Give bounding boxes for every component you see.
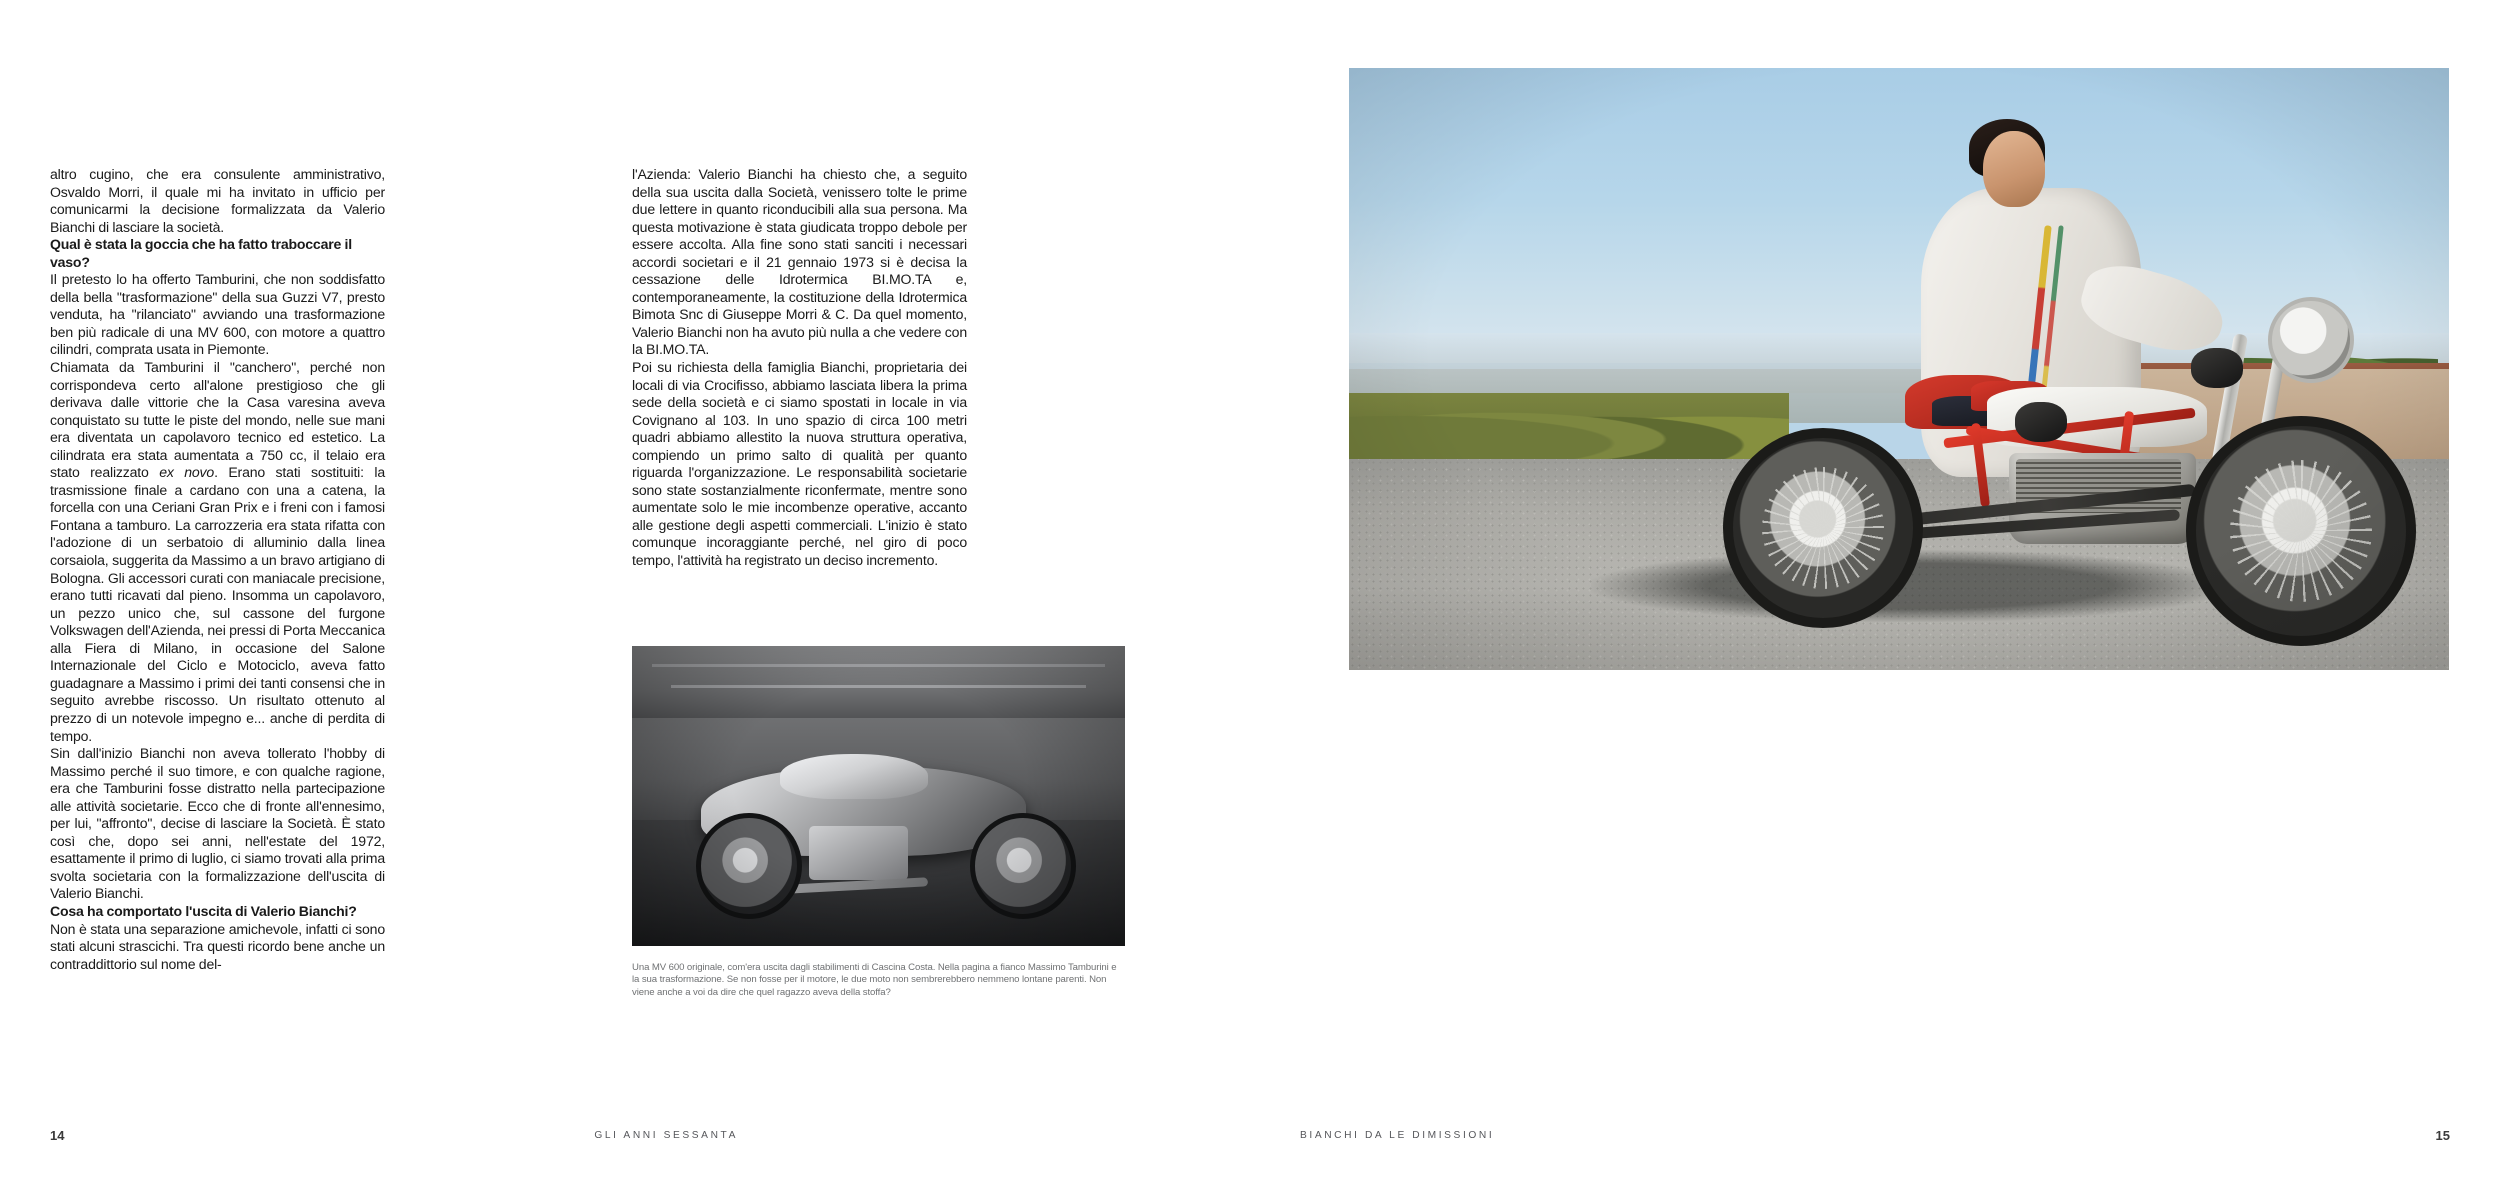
wheel-spokes [2230, 460, 2373, 603]
wheel-spokes [1762, 467, 1884, 589]
paragraph: Sin dall'inizio Bianchi non aveva tollerato l'hobby di Massimo perché il suo timore, e con qualche ragione, era che Tamburini fosse distratto nella partecipazione alle attività societarie. Ecco che di fronte all'ennesimo, per lui, "affronto", decise di lasciare la Società. È stato così che, dopo sei anni, nell'estate del 1972, esattamente il primo di luglio, ci siamo trovati alla prima svolta societaria con la formalizzazione dell'uscita di Valerio Bianchi. [50, 745, 385, 902]
running-head-left: GLI ANNI SESSANTA [594, 1130, 738, 1141]
paragraph [50, 359, 385, 745]
folio-right: 15 [2435, 1128, 2450, 1143]
paragraph: altro cugino, che era consulente amministrativo, Osvaldo Morri, il quale mi ha invitato in ufficio per comunicarmi la decisione formalizzata da Valerio Bianchi di lasciare la società. [50, 166, 385, 235]
paragraph: Il pretesto lo ha offerto Tamburini, che non soddisfatto della bella "trasformazione" della sua Guzzi V7, presto venduta, ha "rilanciato" avviando una trasformazione ben più radicale di una MV 600, con motore a quattro cilindri, comprata usata in Piemonte. [50, 271, 385, 358]
running-head-right: BIANCHI DA LE DIMISSIONI [1300, 1130, 1495, 1141]
paragraph-part-a: Chiamata da Tamburini il "canchero", perché non corrispondeva certo all'alone prestigioso che gli derivava dalle vittorie che la Casa varesina aveva conquistato su tutte le piste del mondo, nelle sue mani era diventata un capolavoro tecnico ed estetico. La cilindrata era stata aumentata a 750 cc, il telaio era stato realizzato [50, 359, 385, 481]
folio-left: 14 [50, 1128, 65, 1143]
text-columns [50, 166, 1125, 1091]
column-two [632, 166, 967, 570]
rider-glove [2191, 348, 2243, 388]
italic-term: ex novo [159, 464, 215, 481]
rider-face [1983, 131, 2045, 207]
bw-photograph-mv600 [632, 646, 1125, 946]
photo-vignette [632, 646, 1125, 946]
headlamp [2268, 297, 2354, 383]
rider-glove [2015, 402, 2067, 442]
column-one [50, 166, 385, 973]
photo-caption: Una MV 600 originale, com'era uscita dagli stabilimenti di Cascina Costa. Nella pagina a fianco Massimo Tamburini e la sua trasformazione. Se non fosse per il motore, le due moto non sembrerebbero nemmeno lontane parenti. Non viene anche a voi da dire che quel ragazzo aveva della stoffa? [632, 962, 1117, 998]
color-photograph-tamburini-mv750 [1349, 68, 2449, 670]
rear-wheel [1723, 428, 1923, 628]
question-heading-2: Cosa ha comportato l'uscita di Valerio Bianchi? [50, 902, 357, 919]
front-wheel [2186, 416, 2416, 646]
paragraph-part-b: . Erano stati sostituiti: la trasmissione finale a cardano con una a catena, la forcella con una Ceriani Gran Prix e i freni con i famosi Fontana a tamburo. La carrozzeria era stata rifatta con l'adozione di un serbatoio di alluminio dalla linea corsaiola, suggerita da Massimo a un bravo artigiano di Bologna. Gli accessori curati con maniacale precisione, erano tutti ricavati dal pieno. Insomma un capolavoro, un pezzo unico che, sul cassone del furgone Volkswagen dell'Azienda, nei pressi di Porta Meccanica alla Fiera di Milano, in occasione del Salone Internazionale del Ciclo e Motociclo, aveva fatto guadagnare a Massimo i primi dei tanti consensi che in seguito avrebbe riscosso. Un risultato ottenuto al prezzo di un notevole impegno e... anche di perdita di tempo. [50, 464, 385, 744]
paragraph: Non è stata una separazione amichevole, infatti ci sono stati alcuni strascichi. Tra questi ricordo bene anche un contraddittorio sul nome del- [50, 920, 385, 972]
paragraph: Poi su richiesta della famiglia Bianchi, proprietaria dei locali di via Crocifisso, abbiamo lasciata libera la prima sede della società e ci siamo spostati in locale in via Covignano al 103. In uno spazio di circa 100 metri quadri abbiamo allestito la nuova struttura operativa, compiendo un primo salto di qualità per quanto riguarda l'organizzazione. Le responsabilità societarie sono state sostanzialmente riconfermate, mentre sono aumentate solo le mie incombenze operative, accanto alle gestione degli aspetti commerciali. L'inizio è stato comunque incoraggiante perché, nel giro di poco tempo, l'attività ha registrato un deciso incremento. [632, 359, 967, 569]
paragraph: l'Azienda: Valerio Bianchi ha chiesto che, a seguito della sua uscita dalla Società, venissero tolte le prime due lettere in quanto riconducibili alla sua persona. Ma questa motivazione è stata giudicata troppo debole per essere accolta. Alla fine sono stati sanciti i necessari accordi societari e il 21 gennaio 1973 si è decisa la cessazione delle Idrotermica BI.MO.TA e, contemporaneamente, la costituzione della Idrotermica Bimota Snc di Giuseppe Morri & C. Da quel momento, Valerio Bianchi non ha avuto più nulla a che vedere con la BI.MO.TA. [632, 166, 967, 358]
question-heading-1: Qual è stata la goccia che ha fatto traboccare il vaso? [50, 236, 352, 270]
